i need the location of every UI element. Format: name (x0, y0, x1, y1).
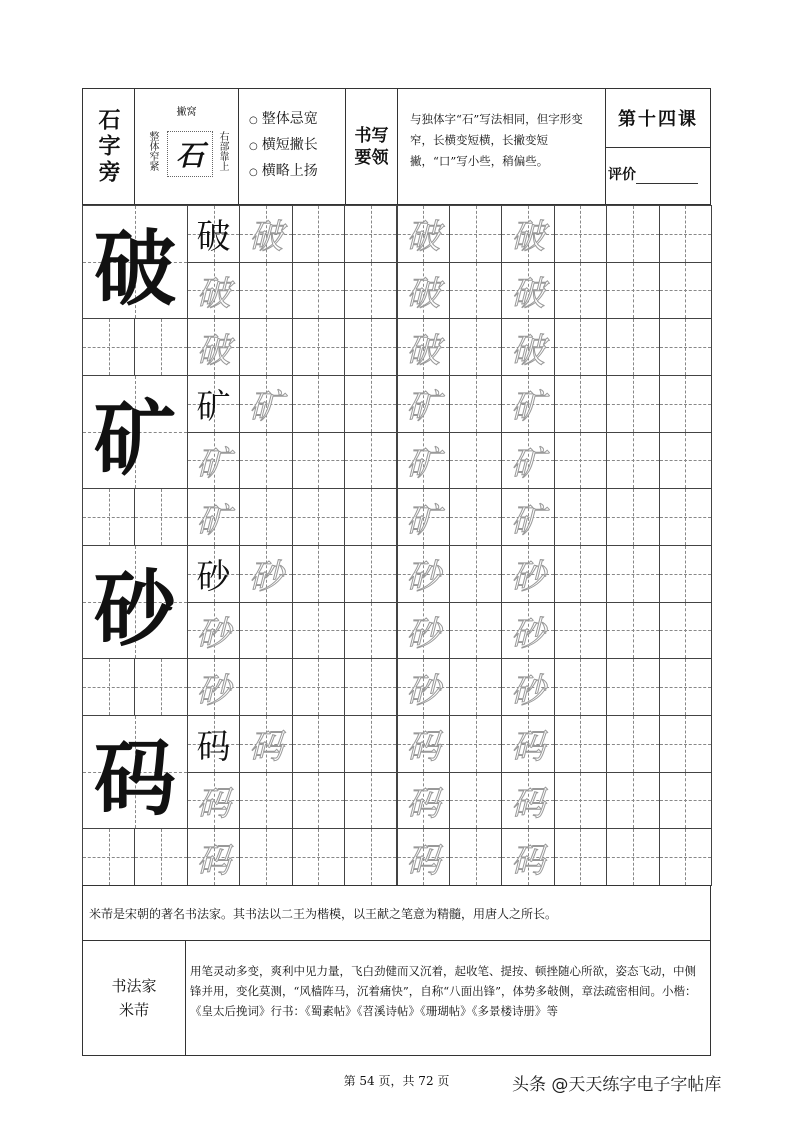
structure-diagram (134, 88, 239, 205)
practice-cell[interactable] (292, 262, 345, 320)
calligrapher-bio: 用笔灵动多变，爽利中见力量，飞白劲健而又沉着，起收笔、提按、顿挫随心所欲，姿态飞动，中侧锋并用，变化莫测，“风樯阵马，沉着痛快”，自称“八面出锋”，体势多敧侧，章法疏密相间。小楷：《皇太后挽词》行书：《蜀素帖》《苕溪诗帖》《珊瑚帖》《多景楼诗册》等 (185, 940, 711, 1056)
guide-line (318, 716, 319, 772)
practice-cell[interactable] (292, 772, 345, 830)
trace-character: 矿 (511, 500, 546, 541)
guide-line (371, 603, 372, 659)
page-number: 第 54 页，共 72 页 (343, 1074, 450, 1088)
practice-cell[interactable] (187, 205, 240, 263)
guide-line (318, 376, 319, 432)
evaluation-label: 评价 (608, 167, 636, 183)
trace-character: 矿 (196, 500, 231, 541)
practice-cell[interactable] (187, 772, 240, 830)
practice-cell[interactable] (449, 602, 502, 660)
guide-line (633, 716, 634, 772)
practice-cell[interactable] (239, 545, 292, 603)
practice-cell[interactable] (344, 545, 397, 603)
guide-line (371, 489, 372, 545)
practice-cell[interactable] (292, 205, 345, 263)
guide-line (633, 659, 634, 715)
practice-cell[interactable] (501, 772, 554, 830)
trace-character: 砂 (511, 670, 546, 711)
practice-cell[interactable] (659, 828, 712, 886)
guide-line (476, 206, 477, 262)
practice-cell[interactable] (659, 545, 712, 603)
trace-character: 砂 (511, 557, 546, 598)
guide-line (580, 659, 581, 715)
practice-cell[interactable] (501, 715, 554, 773)
guide-line (580, 319, 581, 375)
large-character-cell[interactable] (82, 375, 188, 489)
guide-line (633, 376, 634, 432)
practice-cell[interactable] (344, 658, 397, 716)
trace-character: 矿 (511, 443, 546, 484)
practice-cell[interactable] (344, 828, 397, 886)
large-model-character: 码 (93, 730, 176, 827)
trace-character: 码 (511, 840, 546, 881)
trace-character: 码 (406, 840, 441, 881)
tip-text: 横短撇长 (261, 137, 318, 153)
model-character: 砂 (196, 557, 231, 598)
practice-cell[interactable] (501, 602, 554, 660)
practice-cell[interactable] (449, 715, 502, 773)
trace-character: 砂 (406, 557, 441, 598)
practice-cell[interactable] (449, 545, 502, 603)
guide-line (318, 319, 319, 375)
guide-line (633, 319, 634, 375)
evaluation-cell (605, 147, 711, 205)
guide-line (633, 206, 634, 262)
practice-cell[interactable] (606, 318, 659, 376)
radical-title-cell (82, 88, 135, 205)
practice-cell[interactable] (344, 715, 397, 773)
practice-cell[interactable] (292, 432, 345, 490)
practice-cell[interactable] (606, 375, 659, 433)
guide-line (476, 489, 477, 545)
guide-line (580, 603, 581, 659)
trace-character: 破 (196, 273, 231, 314)
trace-character: 破 (406, 330, 441, 371)
large-character-cell[interactable] (82, 715, 188, 829)
practice-cell[interactable] (187, 715, 240, 773)
practice-cell[interactable] (554, 828, 607, 886)
practice-cell[interactable] (606, 488, 659, 546)
large-model-character: 矿 (93, 390, 176, 487)
guide-line (580, 829, 581, 885)
practice-cell[interactable] (554, 262, 607, 320)
practice-cell[interactable] (292, 602, 345, 660)
trace-character: 砂 (511, 613, 546, 654)
practice-cell[interactable] (344, 205, 397, 263)
practice-cell[interactable] (606, 205, 659, 263)
practice-cell[interactable] (239, 432, 292, 490)
guide-line (580, 263, 581, 319)
practice-cell[interactable] (397, 432, 450, 490)
practice-cell[interactable] (397, 488, 450, 546)
trace-character: 矿 (406, 443, 441, 484)
practice-cell[interactable] (292, 658, 345, 716)
practice-cell[interactable] (397, 828, 450, 886)
practice-cell[interactable] (397, 375, 450, 433)
tip-item (249, 133, 345, 159)
guide-line (580, 716, 581, 772)
practice-cell[interactable] (449, 772, 502, 830)
practice-cell[interactable] (449, 432, 502, 490)
guide-line (633, 489, 634, 545)
practice-cell[interactable] (606, 262, 659, 320)
guide-line (266, 659, 267, 715)
practice-cell[interactable] (187, 488, 240, 546)
diagram-char: 石 (167, 131, 213, 177)
guide-line (266, 829, 267, 885)
practice-cell[interactable] (344, 432, 397, 490)
calligrapher-name: 米芾 (118, 1001, 149, 1019)
large-model-character: 砂 (93, 560, 176, 657)
guide-line (633, 433, 634, 489)
practice-cell[interactable] (344, 772, 397, 830)
practice-cell[interactable] (397, 602, 450, 660)
guide-line (318, 206, 319, 262)
guide-line (580, 773, 581, 829)
guide-line (371, 319, 372, 375)
trace-character: 码 (406, 727, 441, 768)
practice-cell[interactable] (659, 772, 712, 830)
large-model-character: 破 (93, 220, 176, 317)
trace-character: 矿 (196, 443, 231, 484)
practice-cell[interactable] (659, 318, 712, 376)
trace-character: 破 (511, 330, 546, 371)
practice-cell[interactable] (239, 205, 292, 263)
tip-item (249, 159, 345, 185)
tip-text: 横略上扬 (261, 163, 318, 179)
practice-cell[interactable] (449, 318, 502, 376)
trace-character: 码 (511, 727, 546, 768)
guide-line (371, 546, 372, 602)
guide-line (371, 263, 372, 319)
practice-cell[interactable] (134, 318, 187, 376)
guide-line (476, 263, 477, 319)
practice-cell[interactable] (501, 658, 554, 716)
guide-line (109, 319, 110, 375)
trace-character: 破 (196, 330, 231, 371)
practice-cell[interactable] (501, 205, 554, 263)
guide-line (371, 376, 372, 432)
practice-cell[interactable] (449, 205, 502, 263)
practice-cell[interactable] (501, 488, 554, 546)
guide-line (161, 829, 162, 885)
watermark: 头条 @天天练字电子字帖库 (512, 1075, 722, 1095)
guide-line (633, 263, 634, 319)
guide-line (318, 829, 319, 885)
practice-cell[interactable] (501, 545, 554, 603)
guide-line (685, 489, 686, 545)
lesson-title: 第十四课 (605, 88, 711, 148)
guide-line (318, 603, 319, 659)
practice-cell[interactable] (449, 828, 502, 886)
practice-cell[interactable] (397, 545, 450, 603)
guide-line (633, 546, 634, 602)
guide-line (266, 489, 267, 545)
practice-cell[interactable] (659, 488, 712, 546)
practice-cell[interactable] (554, 488, 607, 546)
practice-cell[interactable] (606, 658, 659, 716)
trace-character: 砂 (196, 613, 231, 654)
practice-cell[interactable] (554, 715, 607, 773)
practice-cell[interactable] (239, 488, 292, 546)
practice-cell[interactable] (449, 262, 502, 320)
practice-cell[interactable] (397, 658, 450, 716)
trace-character: 码 (196, 783, 231, 824)
guide-line (109, 829, 110, 885)
essentials-cell (345, 88, 398, 205)
trace-character: 码 (406, 783, 441, 824)
diagram-top-label: 撇窝 (176, 107, 197, 118)
guide-line (318, 263, 319, 319)
practice-cell[interactable] (554, 602, 607, 660)
practice-cell[interactable] (554, 545, 607, 603)
practice-cell[interactable] (554, 205, 607, 263)
practice-cell[interactable] (554, 432, 607, 490)
practice-cell[interactable] (659, 432, 712, 490)
guide-line (685, 829, 686, 885)
guide-line (685, 773, 686, 829)
trace-character: 破 (511, 273, 546, 314)
trace-character: 矿 (511, 387, 546, 428)
trace-character: 矿 (248, 387, 283, 428)
practice-cell[interactable] (82, 828, 135, 886)
trace-character: 砂 (406, 670, 441, 711)
practice-cell[interactable] (187, 658, 240, 716)
guide-line (266, 603, 267, 659)
guide-line (580, 376, 581, 432)
practice-cell[interactable] (292, 828, 345, 886)
practice-cell[interactable] (659, 602, 712, 660)
practice-cell[interactable] (239, 828, 292, 886)
practice-cell[interactable] (292, 715, 345, 773)
guide-line (476, 659, 477, 715)
guide-line (109, 489, 110, 545)
guide-line (109, 659, 110, 715)
practice-cell[interactable] (239, 715, 292, 773)
description: 与独体字“石”写法相同，但字形变窄，长横变短横，长撇变短撇，“口”写小些，稍偏些。 (397, 88, 606, 205)
guide-line (685, 263, 686, 319)
calligraphy-note: 米芾是宋朝的著名书法家。其书法以二王为楷模，以王献之笔意为精髓，用唐人之所长。 (82, 885, 711, 941)
guide-line (318, 546, 319, 602)
practice-cell[interactable] (397, 318, 450, 376)
guide-line (161, 319, 162, 375)
practice-cell[interactable] (187, 828, 240, 886)
practice-cell[interactable] (82, 318, 135, 376)
trace-character: 破 (406, 217, 441, 258)
practice-cell[interactable] (187, 602, 240, 660)
practice-cell[interactable] (292, 318, 345, 376)
guide-line (266, 263, 267, 319)
practice-cell[interactable] (554, 772, 607, 830)
practice-cell[interactable] (501, 318, 554, 376)
practice-cell[interactable] (239, 772, 292, 830)
practice-cell[interactable] (239, 375, 292, 433)
guide-line (580, 433, 581, 489)
guide-line (161, 659, 162, 715)
essentials-label: 书写要领 (354, 125, 389, 168)
practice-cell[interactable] (606, 772, 659, 830)
trace-character: 矿 (406, 500, 441, 541)
practice-cell[interactable] (501, 375, 554, 433)
guide-line (685, 319, 686, 375)
practice-cell[interactable] (344, 262, 397, 320)
radical-title: 石字旁 (95, 107, 121, 186)
trace-character: 码 (511, 783, 546, 824)
practice-cell[interactable] (606, 432, 659, 490)
practice-cell[interactable] (501, 828, 554, 886)
practice-cell[interactable] (606, 715, 659, 773)
guide-line (685, 603, 686, 659)
practice-cell[interactable] (554, 375, 607, 433)
practice-cell[interactable] (344, 375, 397, 433)
trace-character: 码 (196, 840, 231, 881)
practice-cell[interactable] (659, 205, 712, 263)
guide-line (318, 433, 319, 489)
practice-cell[interactable] (187, 262, 240, 320)
guide-line (685, 376, 686, 432)
large-character-cell[interactable] (82, 545, 188, 659)
guide-line (318, 773, 319, 829)
practice-cell[interactable] (239, 658, 292, 716)
model-character: 破 (196, 217, 231, 258)
practice-cell[interactable] (134, 828, 187, 886)
guide-line (580, 489, 581, 545)
calligrapher-label-line1: 书法家 (111, 977, 157, 995)
model-character: 码 (196, 727, 231, 768)
guide-line (371, 659, 372, 715)
practice-cell[interactable] (554, 658, 607, 716)
practice-cell[interactable] (397, 772, 450, 830)
tips-list (238, 88, 346, 205)
guide-line (476, 433, 477, 489)
large-character-cell[interactable] (82, 205, 188, 319)
practice-cell[interactable] (292, 488, 345, 546)
trace-character: 破 (511, 217, 546, 258)
trace-character: 砂 (248, 557, 283, 598)
diagram-left-label: 整体窄紧 (147, 131, 158, 171)
guide-line (633, 829, 634, 885)
trace-character: 码 (248, 727, 283, 768)
practice-cell[interactable] (344, 602, 397, 660)
practice-cell[interactable] (659, 375, 712, 433)
guide-line (476, 829, 477, 885)
evaluation-blank[interactable] (636, 167, 698, 184)
guide-line (580, 206, 581, 262)
guide-line (266, 773, 267, 829)
guide-line (476, 546, 477, 602)
guide-line (685, 659, 686, 715)
practice-cell[interactable] (187, 375, 240, 433)
practice-cell[interactable] (606, 828, 659, 886)
practice-cell[interactable] (292, 375, 345, 433)
practice-cell[interactable] (449, 488, 502, 546)
practice-cell[interactable] (659, 262, 712, 320)
trace-character: 破 (248, 217, 283, 258)
guide-line (371, 773, 372, 829)
tip-item (249, 107, 345, 133)
practice-cell[interactable] (292, 545, 345, 603)
guide-line (685, 546, 686, 602)
guide-line (371, 206, 372, 262)
trace-character: 砂 (196, 670, 231, 711)
guide-line (318, 659, 319, 715)
guide-line (476, 319, 477, 375)
trace-character: 矿 (406, 387, 441, 428)
bullet-icon: ○ (249, 167, 258, 178)
practice-cell[interactable] (344, 488, 397, 546)
trace-character: 砂 (406, 613, 441, 654)
practice-cell[interactable] (449, 658, 502, 716)
practice-cell[interactable] (239, 602, 292, 660)
calligrapher-label (82, 940, 186, 1056)
practice-cell[interactable] (82, 658, 135, 716)
guide-line (580, 546, 581, 602)
bullet-icon: ○ (249, 115, 258, 126)
practice-cell[interactable] (134, 658, 187, 716)
practice-cell[interactable] (397, 262, 450, 320)
practice-cell[interactable] (606, 545, 659, 603)
guide-line (685, 433, 686, 489)
guide-line (476, 773, 477, 829)
guide-line (476, 716, 477, 772)
practice-cell[interactable] (449, 375, 502, 433)
guide-line (685, 206, 686, 262)
practice-cell[interactable] (397, 715, 450, 773)
guide-line (476, 603, 477, 659)
guide-line (371, 829, 372, 885)
bullet-icon: ○ (249, 141, 258, 152)
practice-cell[interactable] (239, 262, 292, 320)
practice-cell[interactable] (344, 318, 397, 376)
guide-line (371, 433, 372, 489)
practice-cell[interactable] (187, 545, 240, 603)
practice-cell[interactable] (397, 205, 450, 263)
guide-line (161, 489, 162, 545)
practice-cell[interactable] (554, 318, 607, 376)
practice-cell[interactable] (606, 602, 659, 660)
practice-cell[interactable] (239, 318, 292, 376)
guide-line (318, 489, 319, 545)
practice-cell[interactable] (187, 318, 240, 376)
practice-cell[interactable] (501, 432, 554, 490)
guide-line (685, 716, 686, 772)
guide-line (371, 716, 372, 772)
practice-cell[interactable] (187, 432, 240, 490)
guide-line (476, 376, 477, 432)
guide-line (633, 603, 634, 659)
practice-cell[interactable] (501, 262, 554, 320)
practice-cell[interactable] (134, 488, 187, 546)
practice-cell[interactable] (82, 488, 135, 546)
practice-cell[interactable] (659, 658, 712, 716)
tip-text: 整体忌宽 (261, 111, 318, 127)
trace-character: 破 (406, 273, 441, 314)
guide-line (633, 773, 634, 829)
guide-line (266, 319, 267, 375)
guide-line (266, 433, 267, 489)
diagram-right-label: 右部靠上 (217, 131, 228, 171)
practice-cell[interactable] (659, 715, 712, 773)
model-character: 矿 (196, 387, 231, 428)
